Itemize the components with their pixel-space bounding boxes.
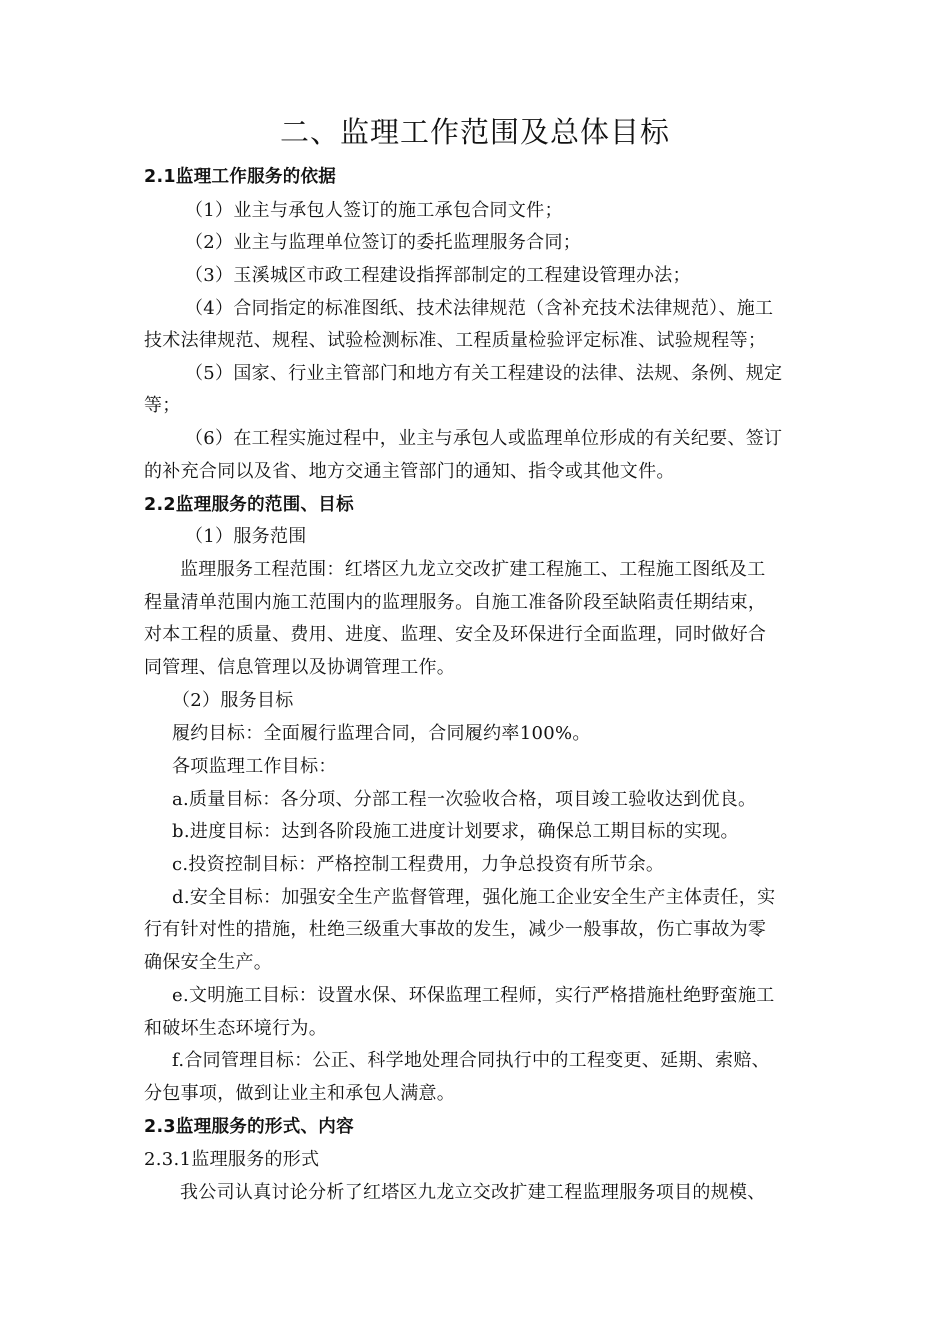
basis-item-5-line-1: （5）国家、行业主管部门和地方有关工程建设的法律、法规、条例、规定: [185, 363, 783, 384]
goal-safety-line-1: d.安全目标：加强安全生产监督管理，强化施工企业安全生产主体责任，实: [172, 887, 776, 908]
basis-item-4-line-1: （4）合同指定的标准图纸、技术法律规范（含补充技术法律规范）、施工: [185, 298, 774, 319]
goal-contract-line-2: 分包事项，做到让业主和承包人满意。: [144, 1083, 456, 1104]
goal-safety-line-2: 行有针对性的措施，杜绝三级重大事故的发生，减少一般事故，伤亡事故为零: [144, 919, 767, 940]
scope-line-4: 同管理、信息管理以及协调管理工作。: [144, 657, 456, 678]
scope-label: （1）服务范围: [185, 526, 307, 547]
goal-investment: c.投资控制目标：严格控制工程费用，力争总投资有所节余。: [172, 854, 665, 875]
basis-item-6-line-1: （6）在工程实施过程中，业主与承包人或监理单位形成的有关纪要、签订: [185, 428, 783, 449]
goal-civilized-line-1: e.文明施工目标：设置水保、环保监理工程师，实行严格措施杜绝野蛮施工: [172, 985, 775, 1006]
basis-item-2: （2）业主与监理单位签订的委托监理服务合同；: [185, 232, 582, 253]
page-title: 二、监理工作范围及总体目标: [279, 115, 670, 149]
scope-line-2: 程量清单范围内施工范围内的监理服务。自施工准备阶段至缺陷责任期结束，: [144, 592, 767, 613]
basis-item-3: （3）玉溪城区市政工程建设指挥部制定的工程建设管理办法；: [185, 265, 691, 286]
goal-quality: a.质量目标：各分项、分部工程一次验收合格，项目竣工验收达到优良。: [172, 789, 757, 810]
basis-item-6-line-2: 的补充合同以及省、地方交通主管部门的通知、指令或其他文件。: [144, 461, 675, 482]
section-heading-2-1: 2.1监理工作服务的依据: [144, 167, 337, 187]
basis-item-4-line-2: 技术法律规范、规程、试验检测标准、工程质量检验评定标准、试验规程等；: [144, 330, 767, 351]
form-paragraph-line-1: 我公司认真讨论分析了红塔区九龙立交改扩建工程监理服务项目的规模、: [180, 1182, 766, 1203]
goals-list-label: 各项监理工作目标：: [172, 756, 337, 777]
scope-line-3: 对本工程的质量、费用、进度、监理、安全及环保进行全面监理，同时做好合: [144, 624, 767, 645]
performance-goal: 履约目标：全面履行监理合同，合同履约率100%。: [172, 723, 591, 744]
goal-civilized-line-2: 和破坏生态环境行为。: [144, 1018, 327, 1039]
basis-item-1: （1）业主与承包人签订的施工承包合同文件；: [185, 200, 563, 221]
sub-heading-2-3-1: 2.3.1监理服务的形式: [144, 1149, 320, 1170]
basis-item-5-line-2: 等；: [144, 395, 181, 416]
goal-schedule: b.进度目标：达到各阶段施工进度计划要求，确保总工期目标的实现。: [172, 821, 739, 842]
section-heading-2-2: 2.2监理服务的范围、目标: [144, 495, 354, 515]
goal-label: （2）服务目标: [172, 690, 294, 711]
goal-safety-line-3: 确保安全生产。: [144, 952, 273, 973]
scope-line-1: 监理服务工程范围：红塔区九龙立交改扩建工程施工、工程施工图纸及工: [180, 559, 766, 580]
goal-contract-line-1: f.合同管理目标：公正、科学地处理合同执行中的工程变更、延期、索赔、: [172, 1050, 770, 1071]
section-heading-2-3: 2.3监理服务的形式、内容: [144, 1117, 354, 1137]
